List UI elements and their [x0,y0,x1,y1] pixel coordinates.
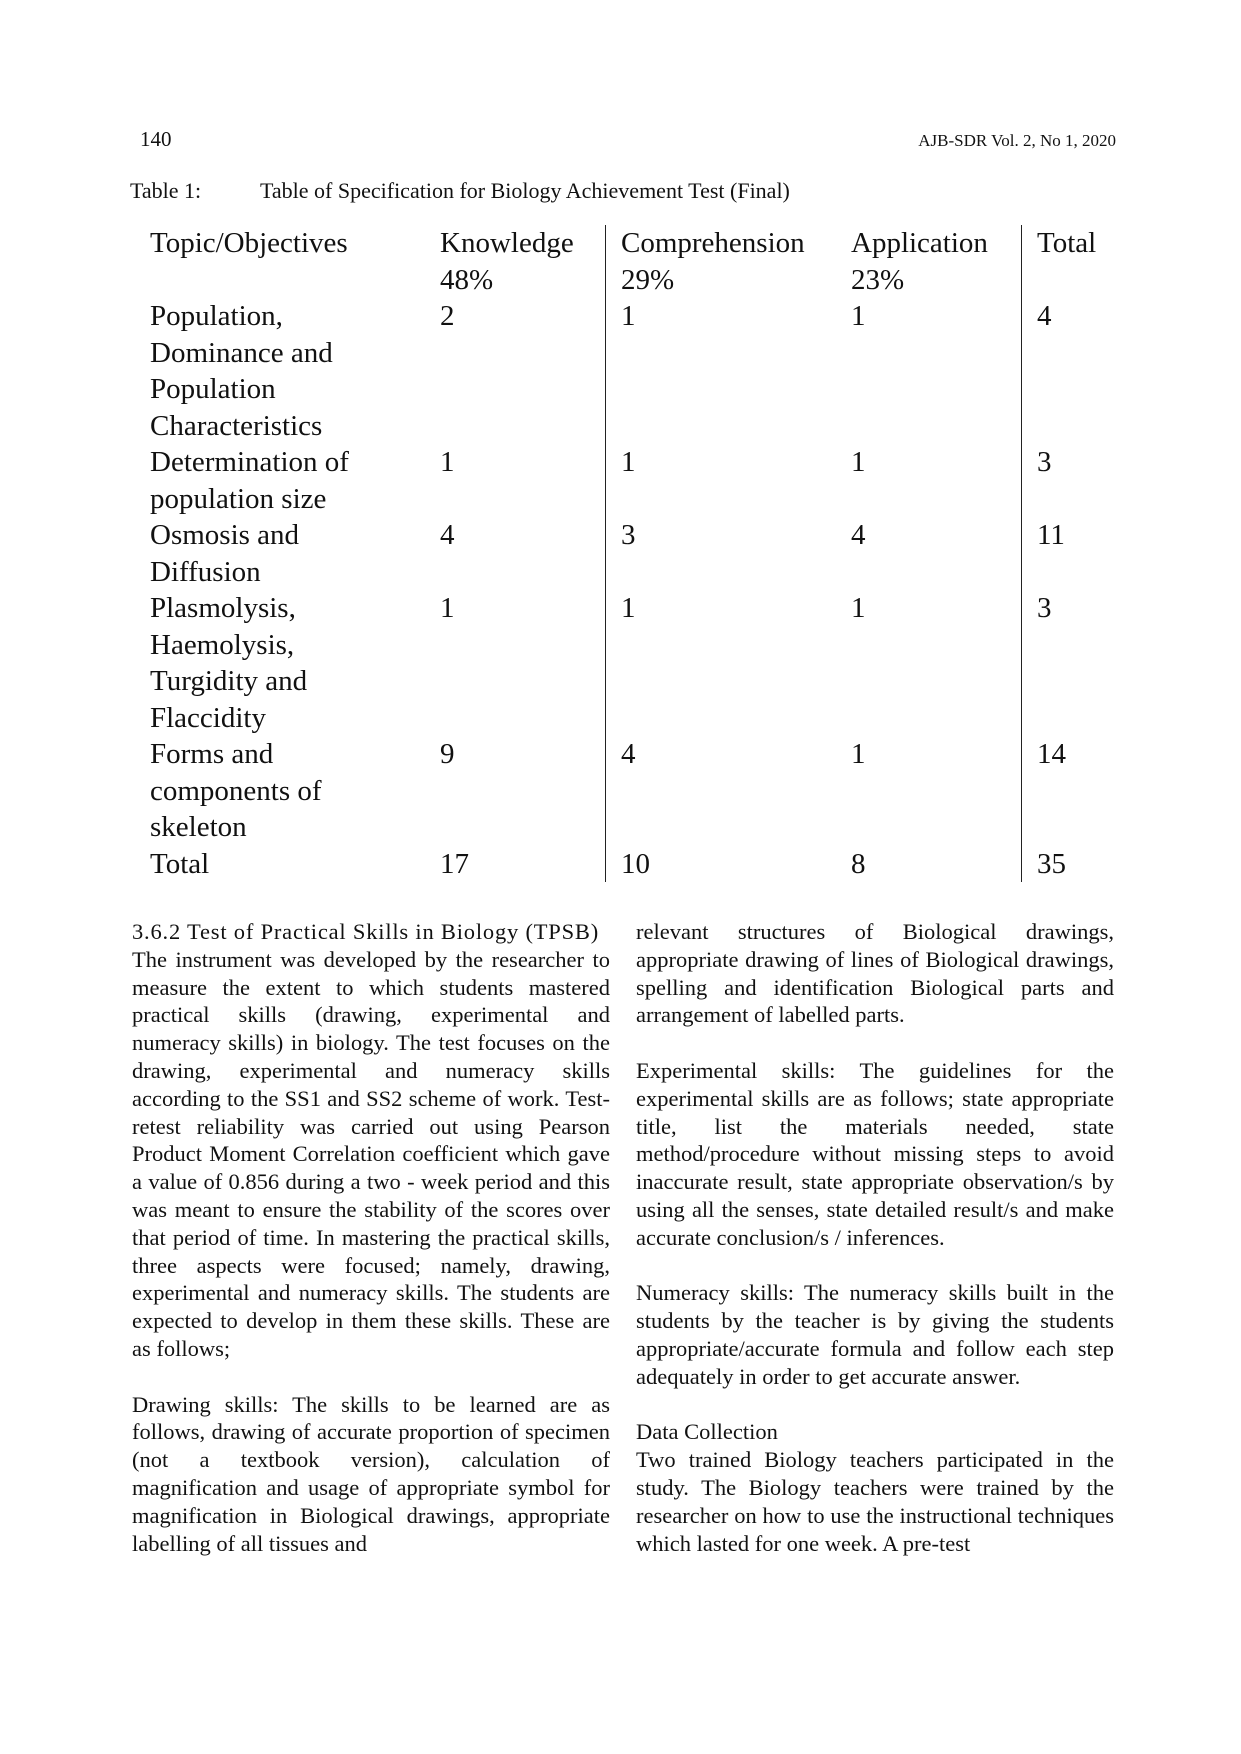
table-title: Table of Specification for Biology Achievement Test (Final) [260,178,790,203]
drawing-skills-continued: relevant structures of Biological drawings, appropriate drawing of lines of Biological drawings, spelling and identification Biological parts and arrangement of labelled parts. [636,919,1114,1028]
table-row [150,517,1127,590]
total-comprehension: 10 [606,846,852,883]
specification-table [150,225,1127,882]
row-topic: Plasmolysis, Haemolysis, Turgidity and Flaccidity [150,592,308,734]
cell-comprehension: 1 [606,590,852,736]
cell-application: 1 [851,592,866,624]
cell-knowledge: 2 [440,300,455,332]
journal-running-header: AJB-SDR Vol. 2, No 1, 2020 [918,131,1116,150]
row-topic: Forms and components of skeleton [150,738,322,843]
data-collection-heading: Data Collection [636,1419,778,1445]
table-row [150,444,1127,517]
total-label: Total [150,847,210,880]
row-topic: Determination of population size [150,446,349,515]
total-knowledge: 17 [440,847,469,880]
row-topic: Osmosis and Diffusion [150,519,300,588]
cell-total: 3 [1022,590,1128,736]
table-row [150,736,1127,846]
cell-comprehension: 1 [606,298,852,444]
intro-paragraph: The instrument was developed by the researcher to measure the extent to which students mastered practical skills (drawing, experimental and numeracy skills) in biology. The test focuses on the drawing, experimental and numeracy skills according to the SS1 and SS2 scheme of work. Test-retest reliability was carried out using Pearson Product Moment Correlation coefficient which gave a value of 0.856 during a two - week period and this was meant to ensure the stability of the scores over that period of time. In mastering the practical skills, three aspects were focused; namely, drawing, experimental and numeracy skills. The students are expected to develop in them these skills. These are as follows; [132,946,610,1361]
table-header-row [150,225,1127,298]
numeracy-skills-paragraph: Numeracy skills: The numeracy skills built in the students by the teacher is by giving the students appropriate/accurate formula and follow each step adequately in order to get accurate answer. [636,1280,1114,1389]
table-total-row [150,846,1127,883]
table-caption [130,178,790,204]
cell-knowledge: 1 [440,592,455,624]
cell-comprehension: 4 [606,736,852,846]
header-knowledge: Knowledge 48% [440,227,574,296]
right-column [636,918,1114,1557]
cell-total: 3 [1022,444,1128,517]
row-topic: Population, Dominance and Population Characteristics [150,300,333,442]
cell-application: 1 [851,300,866,332]
cell-knowledge: 9 [440,738,455,770]
table-row [150,298,1127,444]
section-heading: 3.6.2 Test of Practical Skills in Biology (TPSB) [132,919,600,944]
cell-application: 1 [851,446,866,478]
cell-total: 11 [1022,517,1128,590]
header-topic: Topic/Objectives [150,227,348,259]
header-comprehension: Comprehension 29% [606,225,852,298]
experimental-skills-paragraph: Experimental skills: The guidelines for the experimental skills are as follows; state appropriate title, list the materials needed, state method/procedure without missing steps to avoid inaccurate result, state appropriate observation/s by using all the senses, state detailed result/s and make accurate conclusion/s / inferences. [636,1057,1114,1250]
page-number: 140 [140,127,172,151]
drawing-skills-paragraph: Drawing skills: The skills to be learned are as follows, drawing of accurate proportion of specimen (not a textbook version), calculation of magnification and usage of appropriate symbol for magnification in Biological drawings, appropriate labelling of all tissues and [132,1391,610,1556]
cell-knowledge: 1 [440,446,455,478]
table-row [150,590,1127,736]
total-total: 35 [1022,846,1128,883]
cell-comprehension: 3 [606,517,852,590]
cell-total: 4 [1022,298,1128,444]
cell-comprehension: 1 [606,444,852,517]
cell-application: 4 [851,519,866,551]
header-total: Total [1022,225,1128,298]
data-collection-paragraph: Two trained Biology teachers participated in the study. The Biology teachers were trained by the researcher on how to use the instructional techniques which lasted for one week. A pre-test [636,1447,1114,1556]
left-column [132,918,610,1557]
table-label: Table 1: [130,178,202,203]
total-application: 8 [851,847,866,880]
cell-knowledge: 4 [440,519,455,551]
header-application: Application 23% [851,227,988,296]
cell-total: 14 [1022,736,1128,846]
cell-application: 1 [851,738,866,770]
